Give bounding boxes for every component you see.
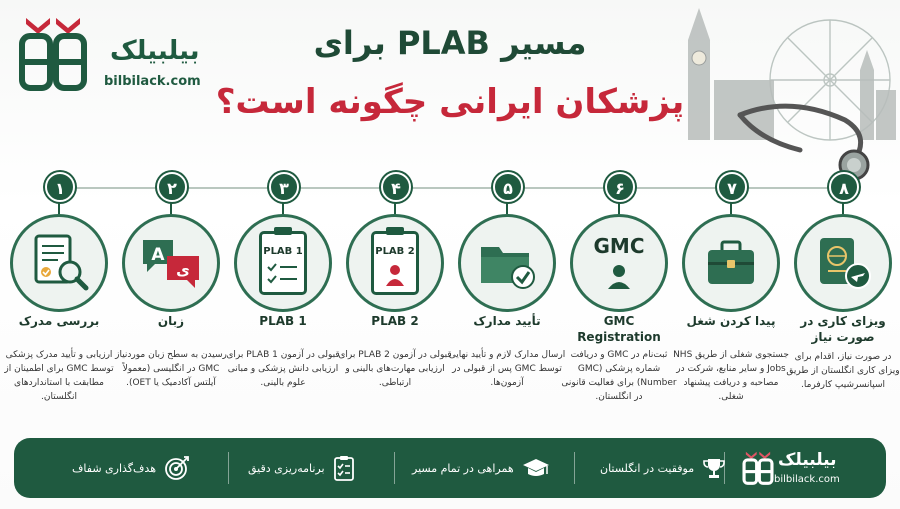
clipboard-label: PLAB 2 [375,246,415,257]
footer-label: همراهی در تمام مسیر [412,461,514,475]
language-chat-icon [122,214,220,312]
svg-text:ی: ی [176,261,190,279]
step-title: ویزای کاری در صورت نیاز [800,314,886,344]
step-number: ۶ [605,172,635,202]
step-description: در صورت نیاز، اقدام برای ویزای کاری انگلستان از طریق اسپانسرشیپ کارفرما. [786,352,900,390]
footer-divider [574,452,575,484]
graduation-cap-icon [522,457,550,479]
step-number: ۳ [269,172,299,202]
clipboard-label: PLAB 1 [263,246,303,257]
footer-divider [394,452,395,484]
step-5 [448,172,566,440]
briefcase-icon [682,214,780,312]
step-description: ارزیابی و تأیید مدرک پزشکی توسط GMC برای اطمینان از مطابقت با استانداردهای انگلستان. [4,350,114,402]
passport-plane-icon [794,214,892,312]
step-description: قبولی در آزمون PLAB 2 برای ارزیابی مهارت‌های بالینی و ارتباطی. [338,350,452,388]
footer-logo-icon [742,450,774,486]
page-title: مسیر PLAB برای [313,24,587,62]
step-connector [58,202,60,214]
step-1 [4,172,114,440]
page-subtitle: پزشکان ایرانی چگونه است؟ [215,82,685,122]
step-title: PLAB 1 [259,314,307,328]
footer-item-planning [248,438,355,498]
step-title: تأیید مدارک [473,314,541,328]
step-title: PLAB 2 [371,314,419,328]
step-connector [282,202,284,214]
step-description: رسیدن به سطح زبان موردنیاز GMC در انگلیسی (معمولاً آیلتس آکادمیک یا OET). [115,350,227,388]
step-description: قبولی در آزمون PLAB 1 برای ارزیابی دانش پزشکی و مبانی علوم بالینی. [226,350,340,388]
step-connector [618,202,620,214]
step-number: ۷ [717,172,747,202]
plab2-clipboard-icon [346,214,444,312]
step-7 [673,172,789,440]
plab1-clipboard-icon [234,214,332,312]
footer-bar [14,438,886,498]
step-description: ارسال مدارک لازم و تأیید نهایی توسط GMC پس از قبولی در آزمون‌ها. [448,350,566,388]
step-connector [842,202,844,214]
checklist-icon [333,455,355,481]
step-4 [340,172,450,440]
footer-brand-url: bilbilack.com [774,474,840,485]
target-icon [164,455,190,481]
step-title: GMC Registration [577,314,661,344]
footer-label: هدف‌گذاری شفاف [72,461,156,475]
footer-label: برنامه‌ریزی دقیق [248,461,325,475]
step-connector [506,202,508,214]
step-number: ۲ [157,172,187,202]
step-3 [228,172,338,440]
footer-item-success [600,438,726,498]
step-2 [116,172,226,440]
step-connector [170,202,172,214]
footer-item-goal [72,438,190,498]
brand-name: بیلبیلک [110,36,200,66]
step-description: ثبت‌نام در GMC و دریافت شماره پزشکی (GMC Number) برای فعالیت قانونی در انگلستان. [561,350,677,402]
step-connector [394,202,396,214]
footer-item-support [412,438,550,498]
trophy-icon [702,456,726,480]
step-8 [788,172,898,440]
footer-divider [228,452,229,484]
folder-check-icon [458,214,556,312]
step-title: زبان [157,314,185,328]
step-number: ۵ [493,172,523,202]
step-number: ۴ [381,172,411,202]
footer-label: موفقیت در انگلستان [600,461,695,475]
brand-url: bilbilack.com [104,74,201,89]
step-6 [561,172,677,440]
gmc-user-icon [570,214,668,312]
document-search-icon [10,214,108,312]
step-number: ۱ [45,172,75,202]
footer-brand-name: بیلبیلک [778,450,837,470]
step-description: جستجوی شغلی از طریق NHS Jobs و سایر منابع، شرکت در مصاحبه و دریافت پیشنهاد شغلی. [673,350,789,402]
svg-text:A: A [151,245,165,265]
step-title: بررسی مدرک [18,314,100,328]
london-stethoscope-illustration [670,0,900,200]
step-number: ۸ [829,172,859,202]
step-title: پیدا کردن شغل [686,314,776,328]
step-connector [730,202,732,214]
gmc-icon-label: GMC [593,234,645,258]
